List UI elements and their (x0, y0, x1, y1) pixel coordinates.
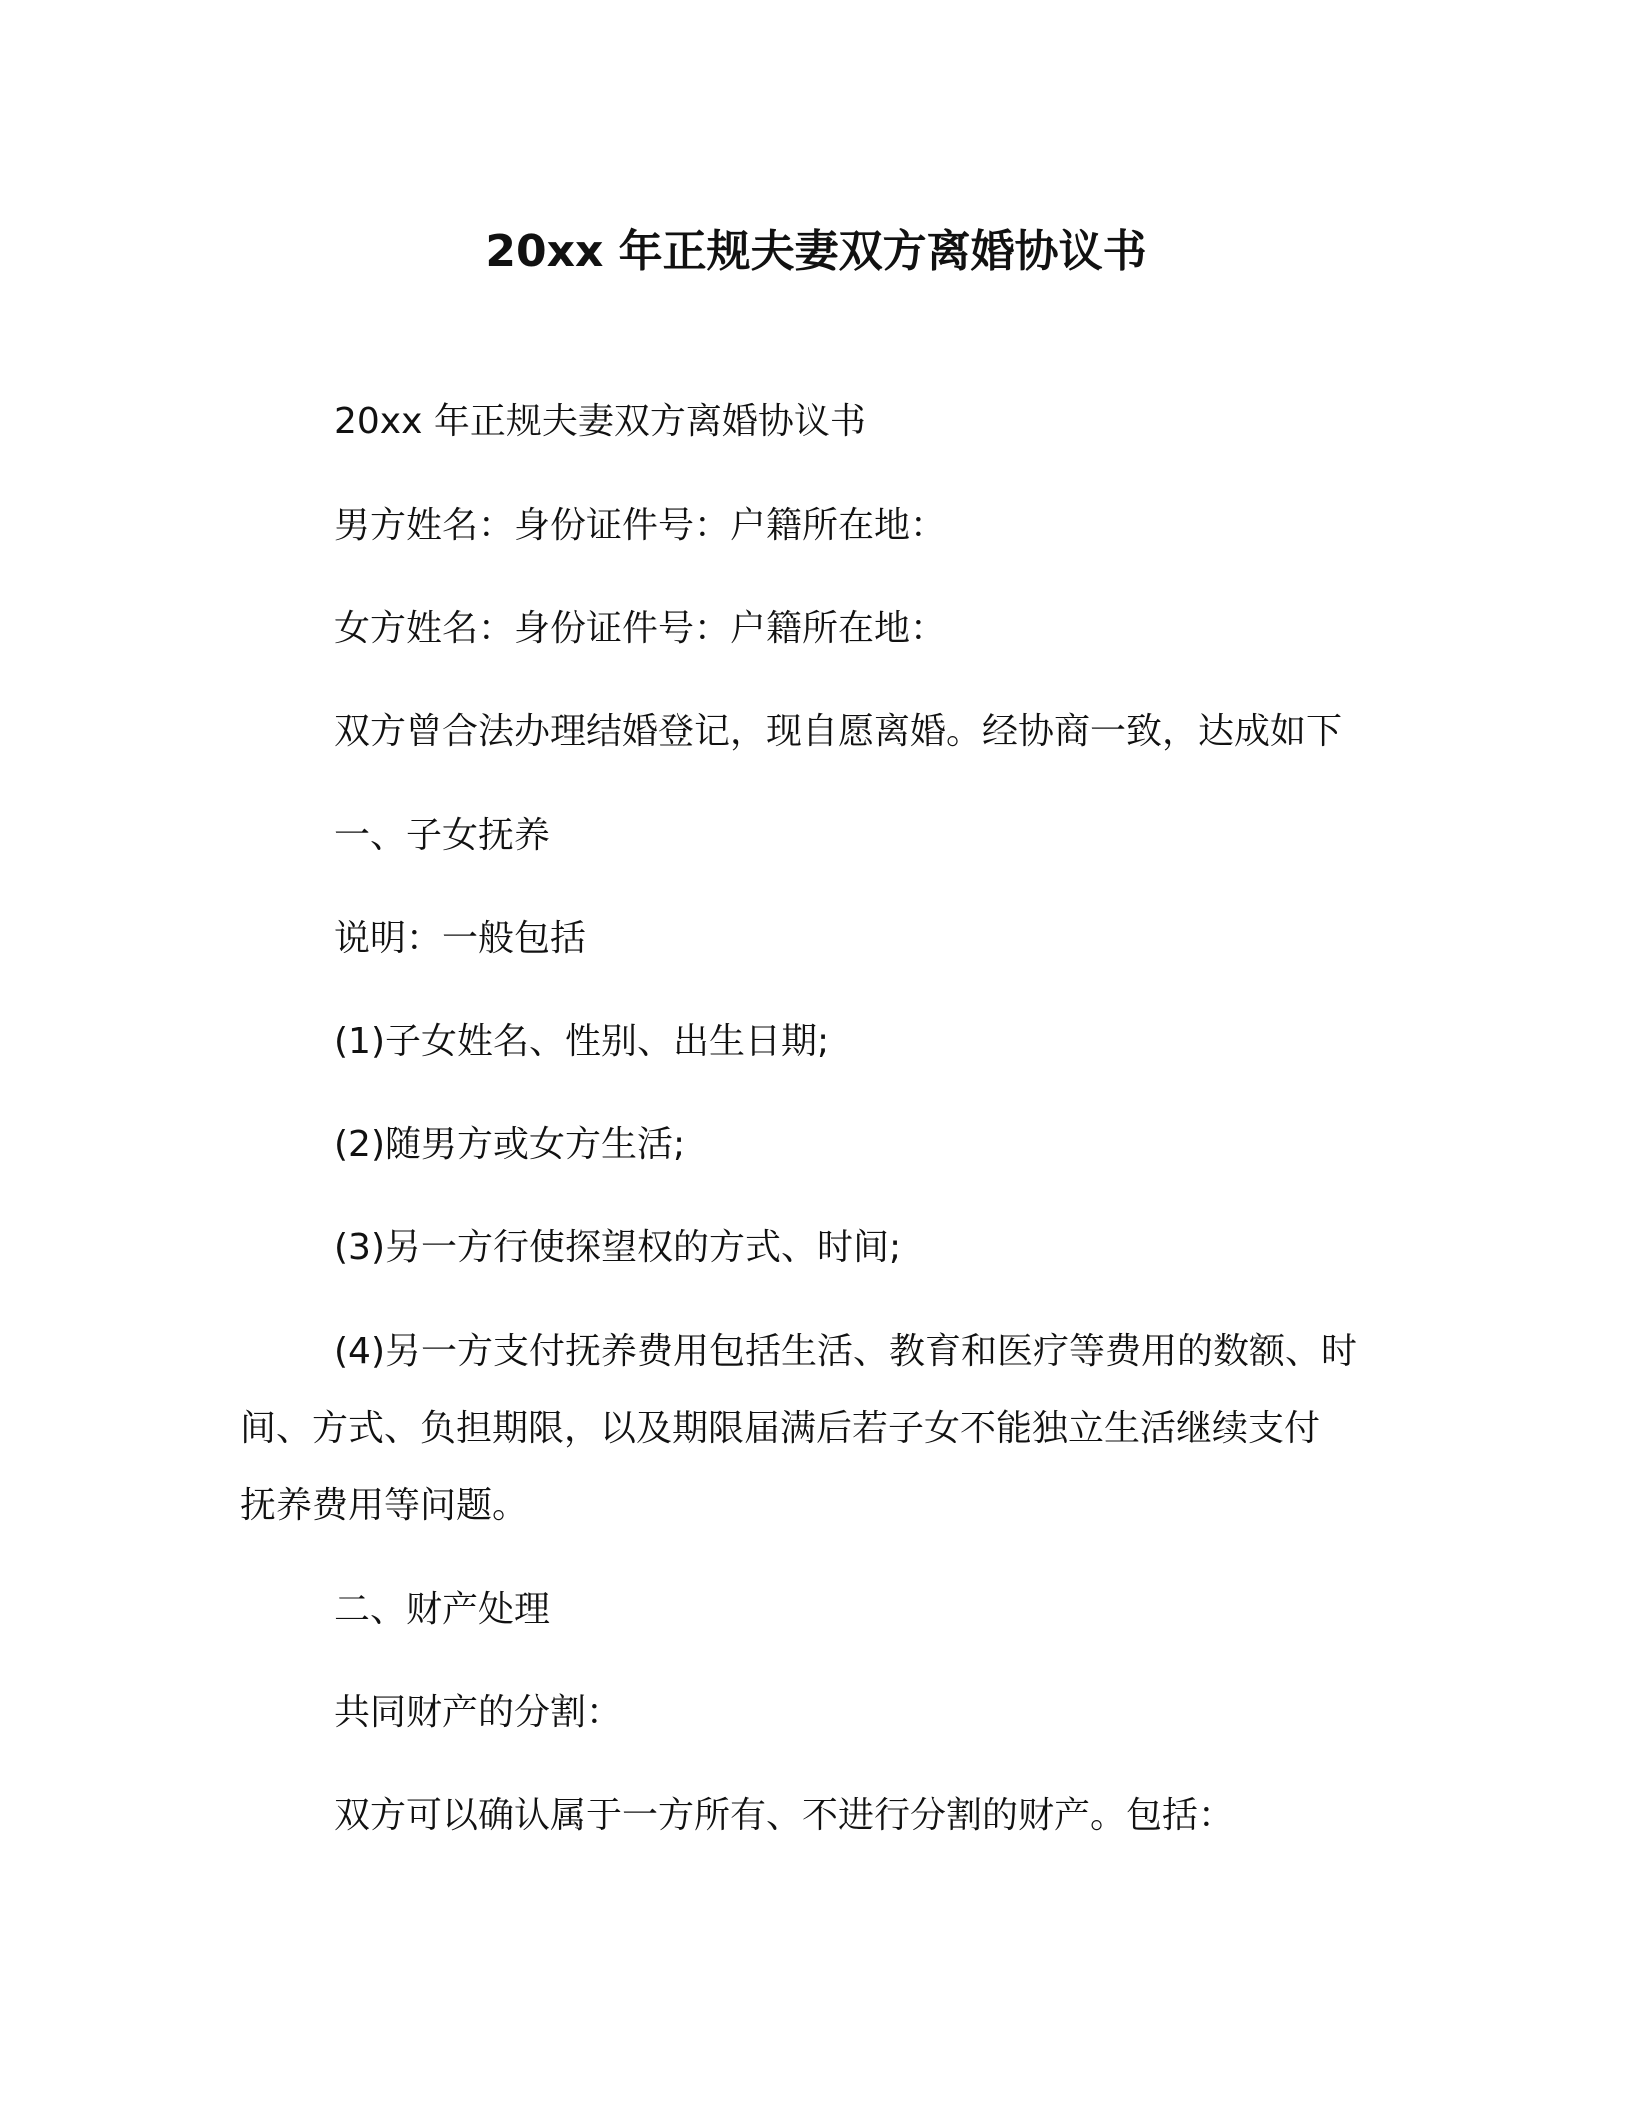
paragraph-joint-property: 共同财产的分割： (334, 1692, 623, 1733)
list-item-4 (240, 1326, 1400, 1557)
paragraph-heading: 20xx 年正规夫妻双方离婚协议书 (334, 401, 866, 442)
list-item-4-line-2: 间、方式、负担期限，以及期限届满后若子女不能独立生活继续支付 (240, 1408, 1321, 1449)
paragraph-male-info: 男方姓名：身份证件号：户籍所在地： (334, 505, 947, 546)
paragraph-note: 说明：一般包括 (334, 918, 587, 959)
section-heading-child-custody: 一、子女抚养 (334, 815, 551, 856)
list-item-1: (1)子女姓名、性别、出生日期; (334, 1021, 830, 1062)
paragraph-separate-property: 双方可以确认属于一方所有、不进行分割的财产。包括： (334, 1795, 1235, 1836)
list-item-3: (3)另一方行使探望权的方式、时间; (334, 1227, 902, 1268)
paragraph-female-info: 女方姓名：身份证件号：户籍所在地： (334, 608, 947, 649)
list-item-4-line-3: 抚养费用等问题。 (240, 1485, 529, 1526)
document-title: 20xx 年正规夫妻双方离婚协议书 (485, 226, 1147, 277)
list-item-4-line-1: (4)另一方支付抚养费用包括生活、教育和医疗等费用的数额、时 (334, 1331, 1357, 1372)
list-item-2: (2)随男方或女方生活; (334, 1124, 686, 1165)
paragraph-agreement-intro: 双方曾合法办理结婚登记，现自愿离婚。经协商一致，达成如下 (334, 711, 1343, 752)
section-heading-property: 二、财产处理 (334, 1589, 551, 1630)
